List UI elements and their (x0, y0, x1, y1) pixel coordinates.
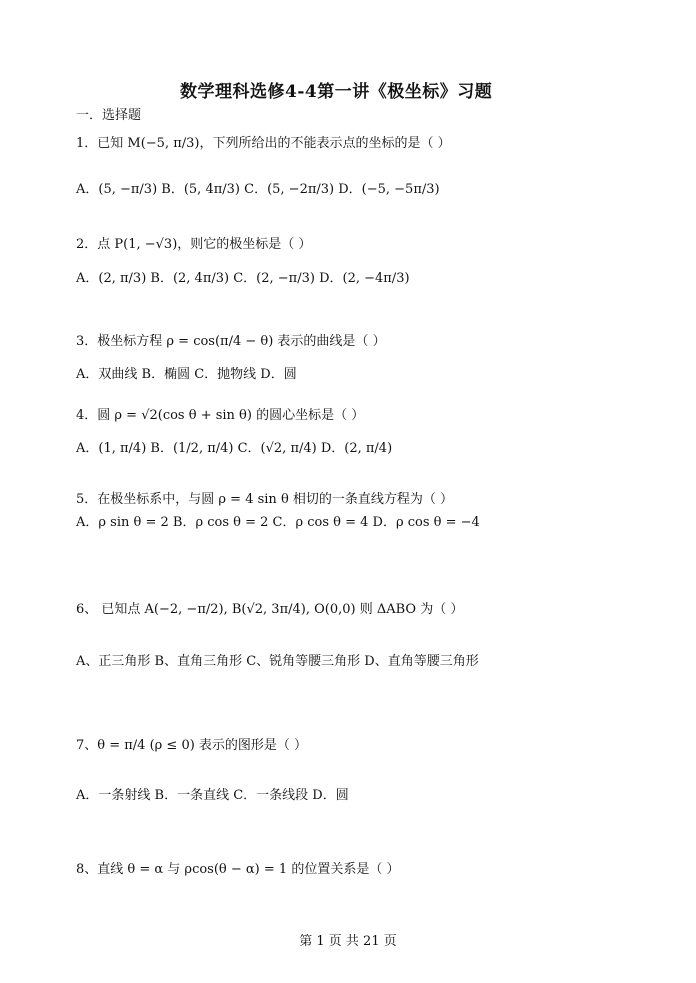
page-footer: 第 1 页 共 21 页 (299, 934, 397, 949)
question-8-stem: 8、直线 θ = α 与 ρcos(θ − α) = 1 的位置关系是（ ） (76, 862, 400, 877)
question-1-stem: 1．已知 M(−5, π/3)，下列所给出的不能表示点的坐标的是（ ） (76, 136, 451, 151)
question-2-options: A．(2, π/3) B．(2, 4π/3) C．(2, −π/3) D．(2, −4π/3) (76, 271, 410, 286)
question-6-stem: 6、 已知点 A(−2, −π/2), B(√2, 3π/4), O(0,0) 则 ΔABO 为（ ） (76, 602, 464, 617)
question-4-stem: 4．圆 ρ = √2(cos θ + sin θ) 的圆心坐标是（ ） (76, 408, 365, 423)
question-5-options: A．ρ sin θ = 2 B．ρ cos θ = 2 C．ρ cos θ = 4 D．ρ cos θ = −4 (76, 515, 480, 530)
question-6-options: A、正三角形 B、直角三角形 C、锐角等腰三角形 D、直角等腰三角形 (76, 654, 479, 669)
page-title: 数学理科选修4-4第一讲《极坐标》习题 (180, 82, 493, 102)
question-5-stem: 5．在极坐标系中，与圆 ρ = 4 sin θ 相切的一条直线方程为（ ） (76, 492, 454, 507)
question-2-stem: 2．点 P(1, −√3)，则它的极坐标是（ ） (76, 237, 312, 252)
question-1-options: A．(5, −π/3) B．(5, 4π/3) C．(5, −2π/3) D．(−5, −5π/3) (76, 182, 440, 197)
question-3-stem: 3．极坐标方程 ρ = cos(π/4 − θ) 表示的曲线是（ ） (76, 334, 386, 349)
question-7-stem: 7、θ = π/4 (ρ ≤ 0) 表示的图形是（ ） (76, 738, 308, 753)
question-4-options: A．(1, π/4) B．(1/2, π/4) C．(√2, π/4) D．(2, π/4) (76, 441, 393, 456)
question-7-options: A．一条射线 B．一条直线 C．一条线段 D．圆 (76, 788, 349, 803)
question-3-options: A．双曲线 B．椭圆 C．抛物线 D．圆 (76, 367, 297, 382)
section-heading: 一．选择题 (76, 108, 142, 123)
